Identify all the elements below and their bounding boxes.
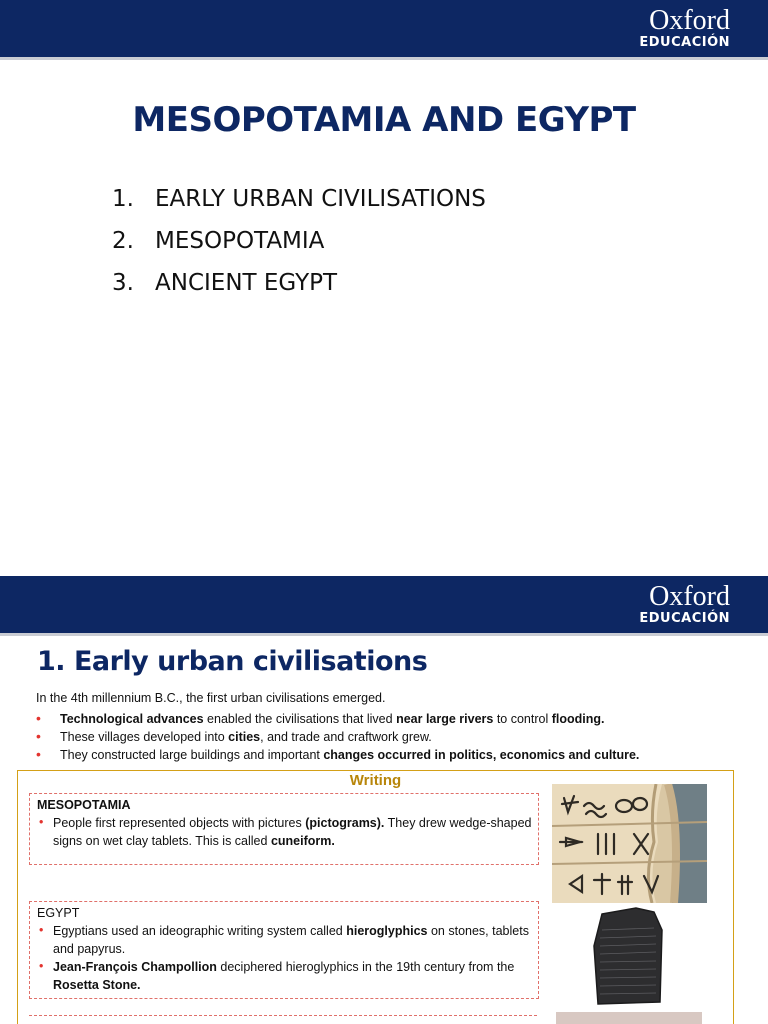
bold-text: cities bbox=[228, 730, 261, 744]
intro-text: In the 4th millennium B.C., the first urban civilisations emerged. bbox=[36, 691, 386, 705]
bold-text: cuneiform. bbox=[270, 834, 335, 848]
bold-text: Rosetta Stone. bbox=[53, 978, 141, 992]
text-segment: enabled the civilisations that lived bbox=[203, 712, 397, 726]
bold-text: hieroglyphics bbox=[346, 924, 428, 938]
logo-name: Oxford bbox=[649, 581, 730, 612]
text-segment: They constructed large buildings and important bbox=[60, 748, 324, 762]
mesopotamia-box bbox=[29, 793, 539, 865]
bold-text: (pictograms). bbox=[305, 816, 385, 830]
bold-text: flooding. bbox=[551, 712, 605, 726]
slide-title: MESOPOTAMIA AND EGYPT bbox=[132, 100, 636, 140]
list-item bbox=[30, 814, 538, 850]
text-segment: deciphered hieroglyphics in the 19th century from the bbox=[216, 960, 515, 974]
text-segment: , and trade and craftwork grew. bbox=[260, 730, 432, 744]
rosetta-stone-image bbox=[588, 906, 670, 1008]
list-label: ANCIENT EGYPT bbox=[155, 270, 338, 296]
slide-header bbox=[0, 0, 768, 60]
key-points-list bbox=[36, 710, 639, 764]
logo-subtitle: EDUCACIÓN bbox=[639, 611, 730, 626]
list-label: MESOPOTAMIA bbox=[155, 228, 325, 254]
next-box bbox=[29, 1015, 537, 1024]
section-title: 1. Early urban civilisations bbox=[37, 646, 428, 677]
list-item bbox=[112, 180, 486, 222]
list-label: EARLY URBAN CIVILISATIONS bbox=[155, 186, 486, 212]
logo-name: Oxford bbox=[649, 5, 730, 36]
writing-title: Writing bbox=[349, 772, 402, 789]
bullet-item bbox=[36, 746, 639, 764]
text-segment: on stones, tablets and papyrus. bbox=[53, 924, 529, 956]
list-item bbox=[30, 922, 538, 958]
bold-text: Technological advances bbox=[60, 712, 204, 726]
cuneiform-tablet-image bbox=[552, 784, 707, 903]
mesopotamia-list bbox=[30, 814, 538, 850]
text-segment: They drew wedge-shaped signs on wet clay tablets. This is called bbox=[53, 816, 532, 848]
text-segment: Egyptians used an ideographic writing system called bbox=[53, 924, 347, 938]
partial-image bbox=[556, 1012, 702, 1024]
bullet-item bbox=[36, 728, 639, 746]
egypt-box bbox=[29, 901, 539, 999]
list-item bbox=[112, 222, 486, 264]
bold-text: changes occurred in politics, economics and culture. bbox=[323, 748, 640, 762]
list-item bbox=[30, 958, 538, 994]
bold-text: Jean-François Champollion bbox=[53, 960, 217, 974]
list-item bbox=[112, 264, 486, 306]
oxford-logo bbox=[639, 7, 730, 51]
egypt-list bbox=[30, 922, 538, 994]
bullet-item bbox=[36, 710, 639, 728]
mesopotamia-heading: MESOPOTAMIA bbox=[37, 798, 131, 812]
text-segment: to control bbox=[493, 712, 552, 726]
list-number: 2. bbox=[112, 228, 134, 254]
egypt-heading: EGYPT bbox=[37, 906, 80, 920]
oxford-logo bbox=[639, 583, 730, 627]
contents-list bbox=[112, 180, 486, 306]
content-slide bbox=[0, 576, 768, 1024]
bold-text: near large rivers bbox=[396, 712, 494, 726]
list-number: 3. bbox=[112, 270, 134, 296]
slide-header bbox=[0, 576, 768, 636]
logo-subtitle: EDUCACIÓN bbox=[639, 35, 730, 50]
text-segment: These villages developed into bbox=[60, 730, 229, 744]
list-number: 1. bbox=[112, 186, 134, 212]
text-segment: People first represented objects with pictures bbox=[53, 816, 306, 830]
